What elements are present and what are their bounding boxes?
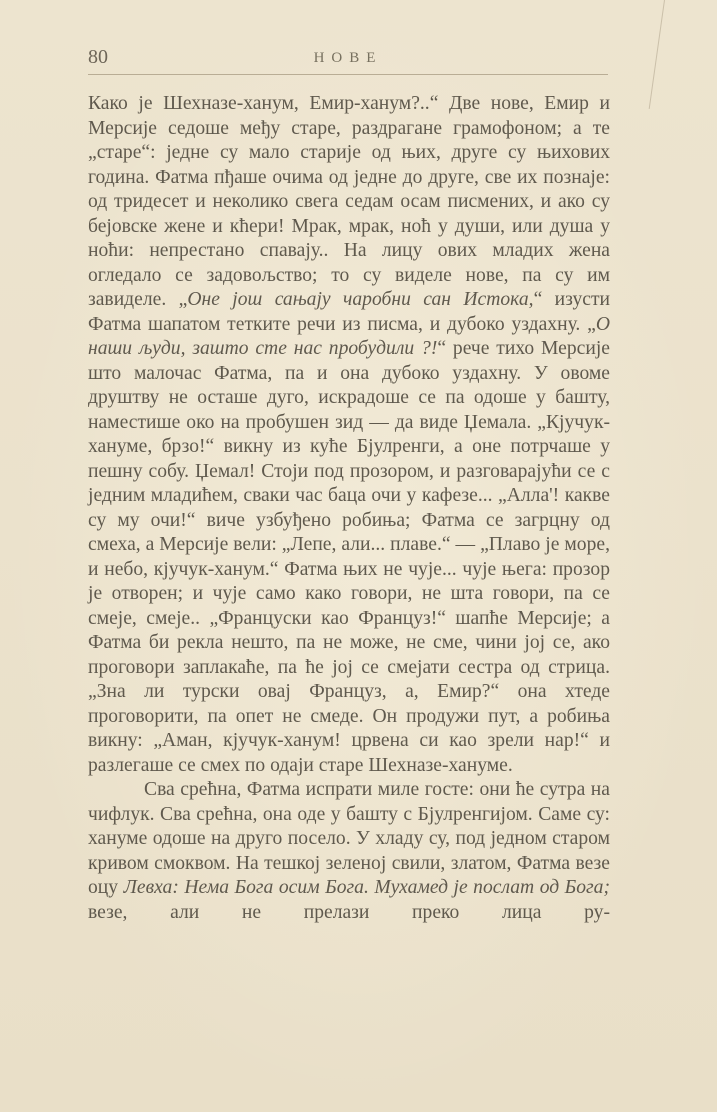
italic-run: Оне још сањају чаробни сан Истока, bbox=[187, 289, 534, 310]
text-run: везе, али не прелази преко лица ру- bbox=[88, 901, 610, 923]
paragraph-2 bbox=[88, 778, 610, 925]
italic-run: О наши људи, зашто сте нас пробудили ?! bbox=[88, 313, 610, 359]
text-run: “ изусти Фатма шапатом тетките речи из писма, и дубоко уздахну. „ bbox=[88, 289, 611, 335]
text-run: Како је Шехназе-ханум, Емир-ханум?..“ Две нове, Емир и Мерсије седоше међу старе, раздрагане грамофоном; а те „старе“: једне су мало старије од њих, друге су њихових година. Фатма пђаше очима од једне до друге, све их познаје: од тридесет и неколико свега седам осам писмених, и ако су бејовске жене и кћери! Мрак, мрак, ноћ у души, или душа у ноћи: непрестано спавају.. На лицу ових младих жена огледало се задовољство; то су виделе нове, па су им завиделе. „ bbox=[88, 93, 610, 310]
italic-run: Левха: Нема Бога осим Бога. Мухамед је послат од Бога; bbox=[123, 877, 611, 898]
page-number: 80 bbox=[88, 46, 108, 68]
text-run: Сва срећна, Фатма испрати миле госте: они ће сутра на чифлук. Сва срећна, она оде у башту с Бјулренгијом. Саме су: хануме одоше на друго посело. У хладу су, под једном старом кривом смоквом. На тешкој зеленој свили, златом, Фатма везе оцу bbox=[88, 779, 610, 898]
page-edge-line bbox=[649, 0, 665, 109]
paragraph-1 bbox=[88, 92, 610, 778]
text-run: “ рече тихо Мерсије што малочас Фатма, па и она дубоко уздахну. У овоме друштву не осташе дуго, искрадоше се па одоше у башту, наместише око на пробушен зид — да виде Џемала. „Кјучук-хануме, брзо!“ викну из куће Бјулренги, а оне потрчаше у пешну собу. Џемал! Стоји под прозором, и разговарајући се с једним младићем, сваки час баца очи у кафезе... „Алла'! какве су му очи!“ виче узбуђено робиња; Фатма се загрцну од смеха, а Мерсије вели: „Лепе, али... плаве.“ — „Плаво је море, и небо, кјучук-ханум.“ Фатма њих не чује... чује њега: прозор је отворен; и чује само како говори, не шта говори, па се смеје, смеје.. „Француски као Француз!“ шапће Мерсије; а Фатма би рекла нешто, па не може, не сме, чини јој се, ако проговори заплакаће, па ће јој се смејати сестра од стрица. „Зна ли турски овај Француз, а, Емир?“ она хтеде проговорити, па опет не смеде. Он продужи пут, а робиња викну: „Аман, кјучук-ханум! црвена си као зрели нар!“ и разлегаше се смех по одаји старе Шехназе-хануме. bbox=[88, 338, 610, 776]
page-header bbox=[88, 44, 608, 75]
body-text bbox=[88, 92, 610, 925]
running-title: НОВЕ bbox=[313, 50, 383, 66]
